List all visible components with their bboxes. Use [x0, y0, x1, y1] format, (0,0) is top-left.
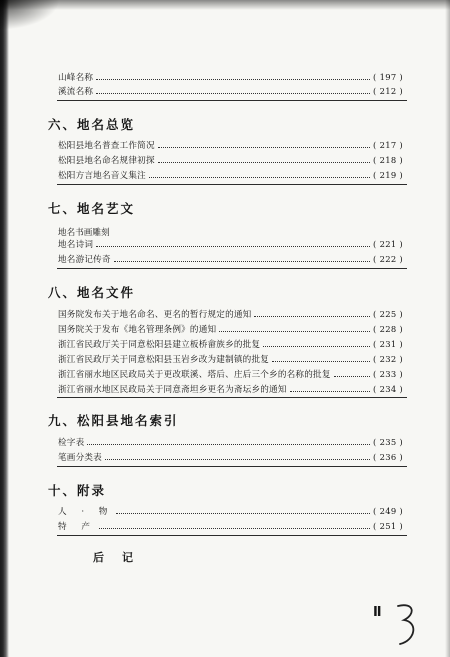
leader-dots [158, 161, 370, 163]
section-rule [57, 535, 407, 536]
section-rule [57, 100, 407, 101]
section-heading: 六、地名总览 [48, 117, 136, 132]
toc-entry [58, 307, 403, 321]
toc-entry [58, 168, 403, 182]
entry-page: ( 217 ) [373, 140, 403, 150]
afterword-heading: 后记 [93, 551, 151, 564]
scan-right-shadow [445, 0, 450, 657]
entry-title: 松阳县地名命名规律初探 [58, 156, 155, 166]
entry-title: 松阳方言地名音义集注 [58, 171, 146, 181]
toc-entry [58, 504, 403, 518]
leader-dots [290, 390, 370, 392]
toc-entry [58, 519, 403, 533]
toc-entry [58, 84, 403, 98]
section-rule [57, 466, 407, 467]
toc-entry [58, 450, 403, 464]
entry-title: 浙江省丽水地区民政局关于同意斋坦乡更名为斋坛乡的通知 [58, 385, 287, 395]
toc-entry [58, 382, 403, 396]
leader-dots [219, 330, 370, 332]
entry-page: ( 219 ) [373, 170, 403, 180]
toc-entry [58, 70, 403, 84]
entry-page: ( 218 ) [373, 155, 403, 165]
toc-entry [58, 322, 403, 336]
entry-page: ( 212 ) [373, 86, 403, 96]
section-intro: 地名书画雕刻 [58, 228, 110, 238]
entry-title: 国务院关于发布《地名管理条例》的通知 [58, 325, 217, 335]
toc-entry [58, 237, 403, 251]
section-heading: 七、地名艺文 [48, 201, 136, 216]
leader-dots [105, 458, 370, 460]
entry-page: ( 222 ) [373, 254, 403, 264]
entry-page: ( 236 ) [373, 452, 403, 462]
entry-title: 国务院发布关于地名命名、更名的暂行规定的通知 [58, 310, 252, 320]
toc-entry [58, 138, 403, 152]
page-number: Ⅱ [373, 605, 382, 620]
leader-dots [334, 375, 370, 377]
toc-entry [58, 337, 403, 351]
toc-entry [58, 367, 403, 381]
entry-page: ( 228 ) [373, 324, 403, 334]
entry-page: ( 197 ) [373, 72, 403, 82]
entry-page: ( 232 ) [373, 354, 403, 364]
entry-page: ( 225 ) [373, 309, 403, 319]
leader-dots [149, 176, 370, 178]
leader-dots [272, 360, 370, 362]
entry-page: ( 234 ) [373, 384, 403, 394]
leader-dots [87, 443, 370, 445]
entry-page: ( 221 ) [373, 239, 403, 249]
entry-title: 松阳县地名普查工作简况 [58, 141, 155, 151]
section-rule [57, 184, 407, 185]
entry-page: ( 233 ) [373, 369, 403, 379]
scan-corner-shadow [0, 0, 60, 30]
entry-title: 地名游记传奇 [58, 255, 111, 265]
leader-dots [114, 260, 370, 262]
toc-entry [58, 252, 403, 266]
leader-dots [99, 527, 370, 529]
entry-title: 人 · 物 [58, 507, 114, 517]
leader-dots [96, 78, 370, 80]
section-rule [57, 397, 407, 398]
leader-dots [96, 245, 370, 247]
entry-title: 浙江省丽水地区民政局关于更改联溪、塔后、庄后三个乡的名称的批复 [58, 370, 331, 380]
entry-title: 山峰名称 [58, 73, 94, 83]
handwritten-mark [392, 600, 422, 650]
entry-page: ( 249 ) [373, 506, 403, 516]
scan-edge-shadow [0, 0, 9, 657]
entry-title: 浙江省民政厅关于同意松阳县玉岩乡改为建制镇的批复 [58, 355, 270, 365]
entry-page: ( 231 ) [373, 339, 403, 349]
entry-page: ( 235 ) [373, 437, 403, 447]
entry-title: 检字表 [58, 438, 85, 448]
scan-top-shadow [0, 0, 450, 10]
entry-title: 特 产 [58, 522, 96, 532]
entry-title: 笔画分类表 [58, 453, 102, 463]
entry-title: 溪流名称 [58, 87, 94, 97]
section-rule [57, 268, 407, 269]
leader-dots [158, 146, 370, 148]
leader-dots [263, 345, 370, 347]
entry-page: ( 251 ) [373, 521, 403, 531]
toc-entry [58, 435, 403, 449]
toc-entry [58, 153, 403, 167]
section-heading: 八、地名文件 [48, 285, 136, 300]
leader-dots [254, 315, 370, 317]
section-heading: 九、松阳县地名索引 [48, 413, 179, 428]
leader-dots [116, 512, 370, 514]
section-heading: 十、附录 [48, 483, 107, 498]
toc-entry [58, 352, 403, 366]
entry-title: 地名诗词 [58, 240, 94, 250]
leader-dots [96, 92, 370, 94]
entry-title: 浙江省民政厅关于同意松阳县建立板桥畲族乡的批复 [58, 340, 261, 350]
